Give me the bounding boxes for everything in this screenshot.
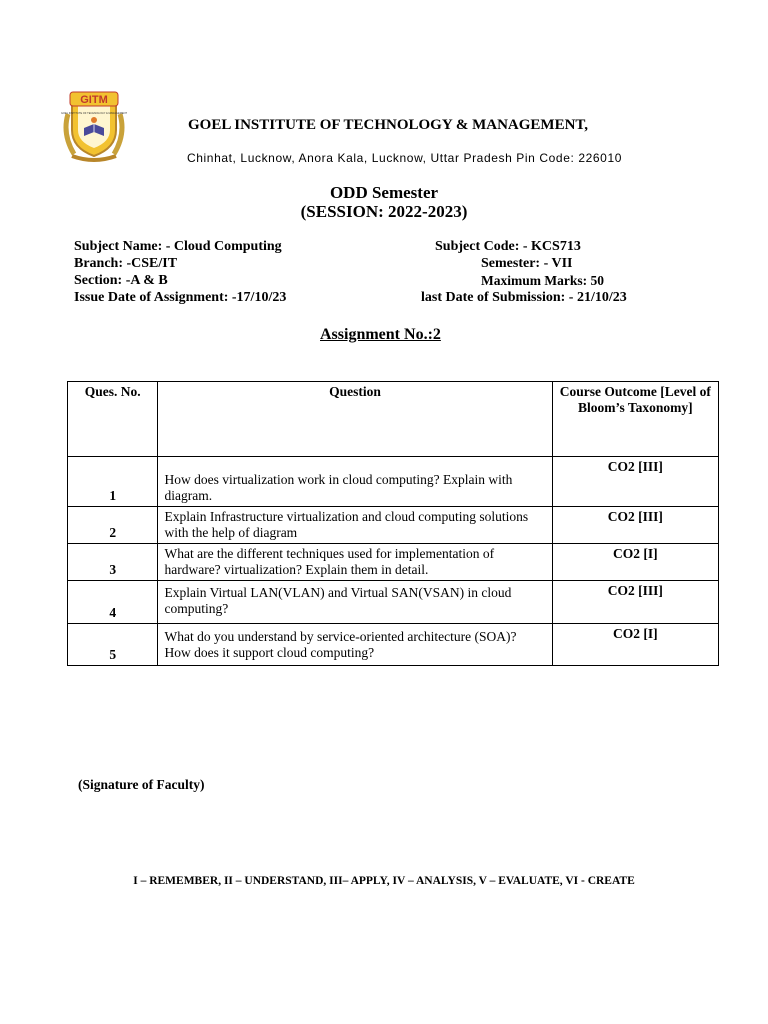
course-outcome: CO2 [I] — [552, 624, 718, 666]
institute-address: Chinhat, Lucknow, Anora Kala, Lucknow, Uttar Pradesh Pin Code: 226010 — [187, 151, 622, 165]
course-outcome: CO2 [I] — [552, 544, 718, 581]
issue-date: Issue Date of Assignment: -17/10/23 — [74, 290, 287, 305]
question-text: Explain Virtual LAN(VLAN) and Virtual SAN(VSAN) in cloud computing? — [158, 581, 552, 624]
table-row — [68, 507, 719, 544]
question-number: 1 — [68, 457, 158, 507]
semester-title: ODD Semester — [329, 183, 439, 202]
course-outcome: CO2 [III] — [552, 457, 718, 507]
subject-name: Subject Name: - Cloud Computing — [74, 239, 282, 254]
branch: Branch: -CSE/IT — [74, 256, 178, 271]
course-outcome: CO2 [III] — [552, 581, 718, 624]
table-row — [68, 457, 719, 507]
question-text: How does virtualization work in cloud computing? Explain with diagram. — [158, 457, 552, 507]
header-question: Question — [158, 382, 552, 457]
subject-code: Subject Code: - KCS713 — [435, 239, 581, 254]
question-number: 4 — [68, 581, 158, 624]
table-header-row — [68, 382, 719, 457]
semester: Semester: - VII — [481, 256, 573, 271]
header-course-outcome: Course Outcome [Level of Bloom’s Taxonomy] — [552, 382, 718, 457]
institute-name: GOEL INSTITUTE OF TECHNOLOGY & MANAGEMENT, — [188, 117, 589, 133]
header-ques-no: Ques. No. — [68, 382, 158, 457]
table-row — [68, 624, 719, 666]
question-text: Explain Infrastructure virtualization and cloud computing solutions with the help of diagram — [158, 507, 552, 544]
question-number: 3 — [68, 544, 158, 581]
question-number: 2 — [68, 507, 158, 544]
question-text: What do you understand by service-oriented architecture (SOA)? How does it support cloud computing? — [158, 624, 552, 666]
assignment-title: Assignment No.:2 — [320, 326, 441, 343]
session-title: (SESSION: 2022-2023) — [300, 202, 468, 221]
table-row — [68, 581, 719, 624]
blooms-taxonomy-legend: I – REMEMBER, II – UNDERSTAND, III– APPLY, IV – ANALYSIS, V – EVALUATE, VI - CREATE — [133, 875, 635, 887]
course-outcome: CO2 [III] — [552, 507, 718, 544]
maximum-marks: Maximum Marks: 50 — [481, 273, 604, 288]
questions-table — [67, 381, 719, 666]
faculty-signature-label: (Signature of Faculty) — [78, 777, 205, 792]
table-row — [68, 544, 719, 581]
institute-logo — [58, 84, 130, 164]
svg-text:GITM: GITM — [80, 94, 108, 106]
question-text: What are the different techniques used for implementation of hardware? virtualization? Explain them in detail. — [158, 544, 552, 581]
svg-text:GOEL INSTITUTE OF TECHNOLOGY &: GOEL INSTITUTE OF TECHNOLOGY & MANAGEMENT — [60, 112, 128, 115]
section: Section: -A & B — [74, 273, 168, 288]
question-number: 5 — [68, 624, 158, 666]
last-submission-date: last Date of Submission: - 21/10/23 — [421, 290, 627, 305]
